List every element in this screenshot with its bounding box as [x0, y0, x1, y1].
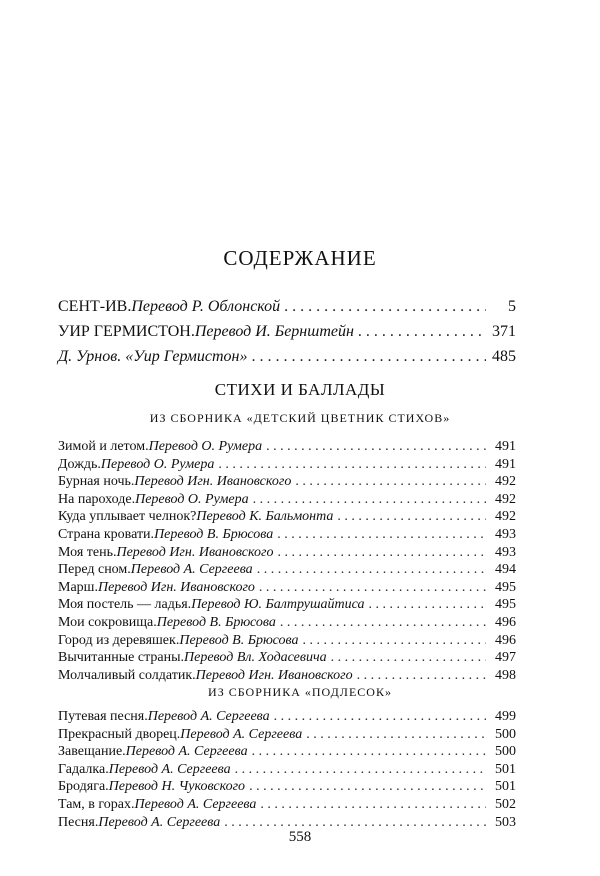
- dot-leader: [235, 761, 486, 779]
- toc-entry: [58, 491, 516, 509]
- dot-leader: [277, 544, 486, 562]
- toc-entry: [58, 438, 516, 456]
- toc-entry: [58, 294, 516, 319]
- entry-title: Вычитанные страны.: [58, 650, 184, 666]
- entry-title: Прекрасный дворец.: [58, 726, 181, 742]
- toc-entry: [58, 796, 516, 814]
- entry-page: 495: [495, 579, 516, 595]
- entry-translator: Перевод Ю. Балтрушайтиса: [191, 597, 365, 613]
- entry-title: Завещание.: [58, 744, 126, 760]
- entry-translator: Перевод В. Брюсова: [156, 614, 276, 630]
- entry-page: 500: [495, 744, 516, 760]
- entry-translator: Перевод Игн. Ивановского: [195, 667, 353, 683]
- entry-page: 500: [495, 726, 516, 742]
- dot-leader: [259, 579, 486, 597]
- subsection-title: ИЗ СБОРНИКА «ДЕТСКИЙ ЦВЕТНИК СТИХОВ»: [149, 411, 451, 425]
- toc-entry: [58, 649, 516, 667]
- entry-title: Молчаливый солдатик.: [58, 667, 196, 683]
- entry-page: 497: [495, 650, 516, 666]
- entry-translator: Перевод А. Сергеева: [180, 726, 303, 742]
- entry-page: 493: [495, 544, 516, 560]
- page-title: СОДЕРЖАНИЕ: [223, 246, 377, 270]
- entry-page: 496: [495, 632, 516, 648]
- entry-page: 492: [495, 474, 516, 490]
- entry-page: 496: [495, 614, 516, 630]
- toc-entry: [58, 579, 516, 597]
- toc-entry: [58, 544, 516, 562]
- dot-leader: [306, 726, 486, 744]
- entry-title: Гадалка.: [58, 761, 109, 777]
- toc-entry: [58, 761, 516, 779]
- toc-entry: [58, 508, 516, 526]
- toc-list: [58, 708, 516, 831]
- entry-title: Песня.: [58, 814, 99, 830]
- toc-entry: [58, 667, 516, 685]
- entry-translator: Перевод А. Сергеева: [130, 562, 253, 578]
- dot-leader: [260, 796, 486, 814]
- toc-entry: [58, 596, 516, 614]
- entry-title: СЕНТ-ИВ.: [58, 298, 132, 315]
- entry-page: 501: [495, 779, 516, 795]
- dot-leader: [266, 438, 486, 456]
- entry-translator: Перевод В. Брюсова: [154, 526, 274, 542]
- entry-title: Бродяга.: [58, 779, 109, 795]
- dot-leader: [251, 344, 486, 369]
- entry-translator: Перевод О. Румера: [135, 491, 249, 507]
- toc-entry: [58, 526, 516, 544]
- entry-page: 371: [492, 323, 516, 340]
- entry-translator: Перевод О. Румера: [100, 456, 215, 472]
- entry-page: 494: [495, 562, 516, 578]
- entry-page: 503: [495, 814, 516, 830]
- entry-translator: Перевод А. Сергеева: [134, 796, 257, 812]
- entry-translator: Перевод Игн. Ивановского: [116, 544, 274, 560]
- entry-title: Зимой и летом.: [58, 439, 149, 454]
- toc-entry: [58, 344, 516, 369]
- entry-page: 492: [495, 509, 516, 525]
- entry-title: Город из деревяшек.: [58, 632, 180, 648]
- entry-translator: Д. Урнов. «Уир Гермистон»: [58, 348, 248, 365]
- toc-entry: [58, 319, 516, 344]
- toc-entry: [58, 743, 516, 761]
- entry-translator: Перевод А. Сергеева: [125, 744, 248, 760]
- entry-page: 492: [495, 491, 516, 507]
- dot-leader: [249, 778, 486, 796]
- dot-leader: [274, 708, 486, 726]
- dot-leader: [284, 294, 486, 319]
- entry-translator: Перевод А. Сергеева: [147, 709, 270, 724]
- dot-leader: [303, 632, 487, 650]
- section-title: СТИХИ И БАЛЛАДЫ: [214, 380, 386, 399]
- toc-list: [58, 438, 516, 684]
- dot-leader: [337, 508, 486, 526]
- entry-page: 495: [495, 597, 516, 613]
- entry-translator: Перевод И. Бернштейн: [194, 323, 354, 340]
- entry-translator: Перевод А. Сергеева: [98, 814, 221, 830]
- dot-leader: [295, 473, 486, 491]
- entry-title: Путевая песня.: [58, 709, 148, 724]
- toc-entry: [58, 708, 516, 726]
- dot-leader: [369, 596, 487, 614]
- entry-page: 493: [495, 526, 516, 542]
- entry-page: 491: [495, 456, 516, 472]
- entry-translator: Перевод Р. Облонской: [131, 298, 281, 315]
- entry-translator: Перевод О. Румера: [148, 439, 263, 454]
- entry-title: Моя тень.: [58, 544, 117, 560]
- dot-leader: [257, 561, 486, 579]
- entry-translator: Перевод В. Брюсова: [179, 632, 299, 648]
- entry-translator: Перевод Вл. Ходасевича: [184, 650, 327, 666]
- entry-translator: Перевод К. Бальмонта: [196, 509, 334, 525]
- toc-entry: [58, 456, 516, 474]
- entry-title: УИР ГЕРМИСТОН.: [58, 323, 195, 340]
- subsection-title: ИЗ СБОРНИКА «ПОДЛЕСОК»: [208, 685, 392, 699]
- entry-title: Там, в горах.: [58, 796, 135, 812]
- entry-title: Мои сокровища.: [58, 614, 157, 630]
- entry-title: Моя постель — ладья.: [58, 597, 192, 613]
- entry-title: Марш.: [58, 579, 98, 595]
- entry-title: Страна кровати.: [58, 526, 155, 542]
- entry-title: Куда уплывает челнок?: [58, 509, 197, 525]
- entry-page: 5: [508, 298, 516, 315]
- entry-page: 485: [492, 348, 516, 365]
- entry-page: 501: [495, 761, 516, 777]
- toc-entry: [58, 473, 516, 491]
- dot-leader: [253, 491, 486, 509]
- dot-leader: [280, 614, 486, 632]
- entry-title: Дождь.: [58, 456, 101, 472]
- toc-entry: [58, 561, 516, 579]
- dot-leader: [252, 743, 486, 761]
- head-entries: [58, 294, 516, 369]
- entry-page: 502: [495, 796, 516, 812]
- entry-title: Бурная ночь.: [58, 474, 135, 490]
- entry-translator: Перевод Игн. Ивановского: [97, 579, 255, 595]
- dot-leader: [358, 319, 486, 344]
- toc-entry: [58, 726, 516, 744]
- toc-entry: [58, 778, 516, 796]
- page-number: 558: [288, 829, 312, 845]
- entry-title: Перед сном.: [58, 562, 131, 578]
- entry-page: 491: [495, 439, 516, 454]
- dot-leader: [331, 649, 486, 667]
- dot-leader: [357, 667, 486, 685]
- entry-page: 498: [495, 667, 516, 683]
- entry-title: На пароходе.: [58, 491, 136, 507]
- entry-page: 499: [495, 709, 516, 724]
- toc-entry: [58, 614, 516, 632]
- toc-entry: [58, 632, 516, 650]
- entry-translator: Перевод Игн. Ивановского: [134, 474, 292, 490]
- dot-leader: [277, 526, 486, 544]
- dot-leader: [218, 456, 486, 474]
- entry-translator: Перевод А. Сергеева: [108, 761, 231, 777]
- entry-translator: Перевод Н. Чуковского: [108, 779, 246, 795]
